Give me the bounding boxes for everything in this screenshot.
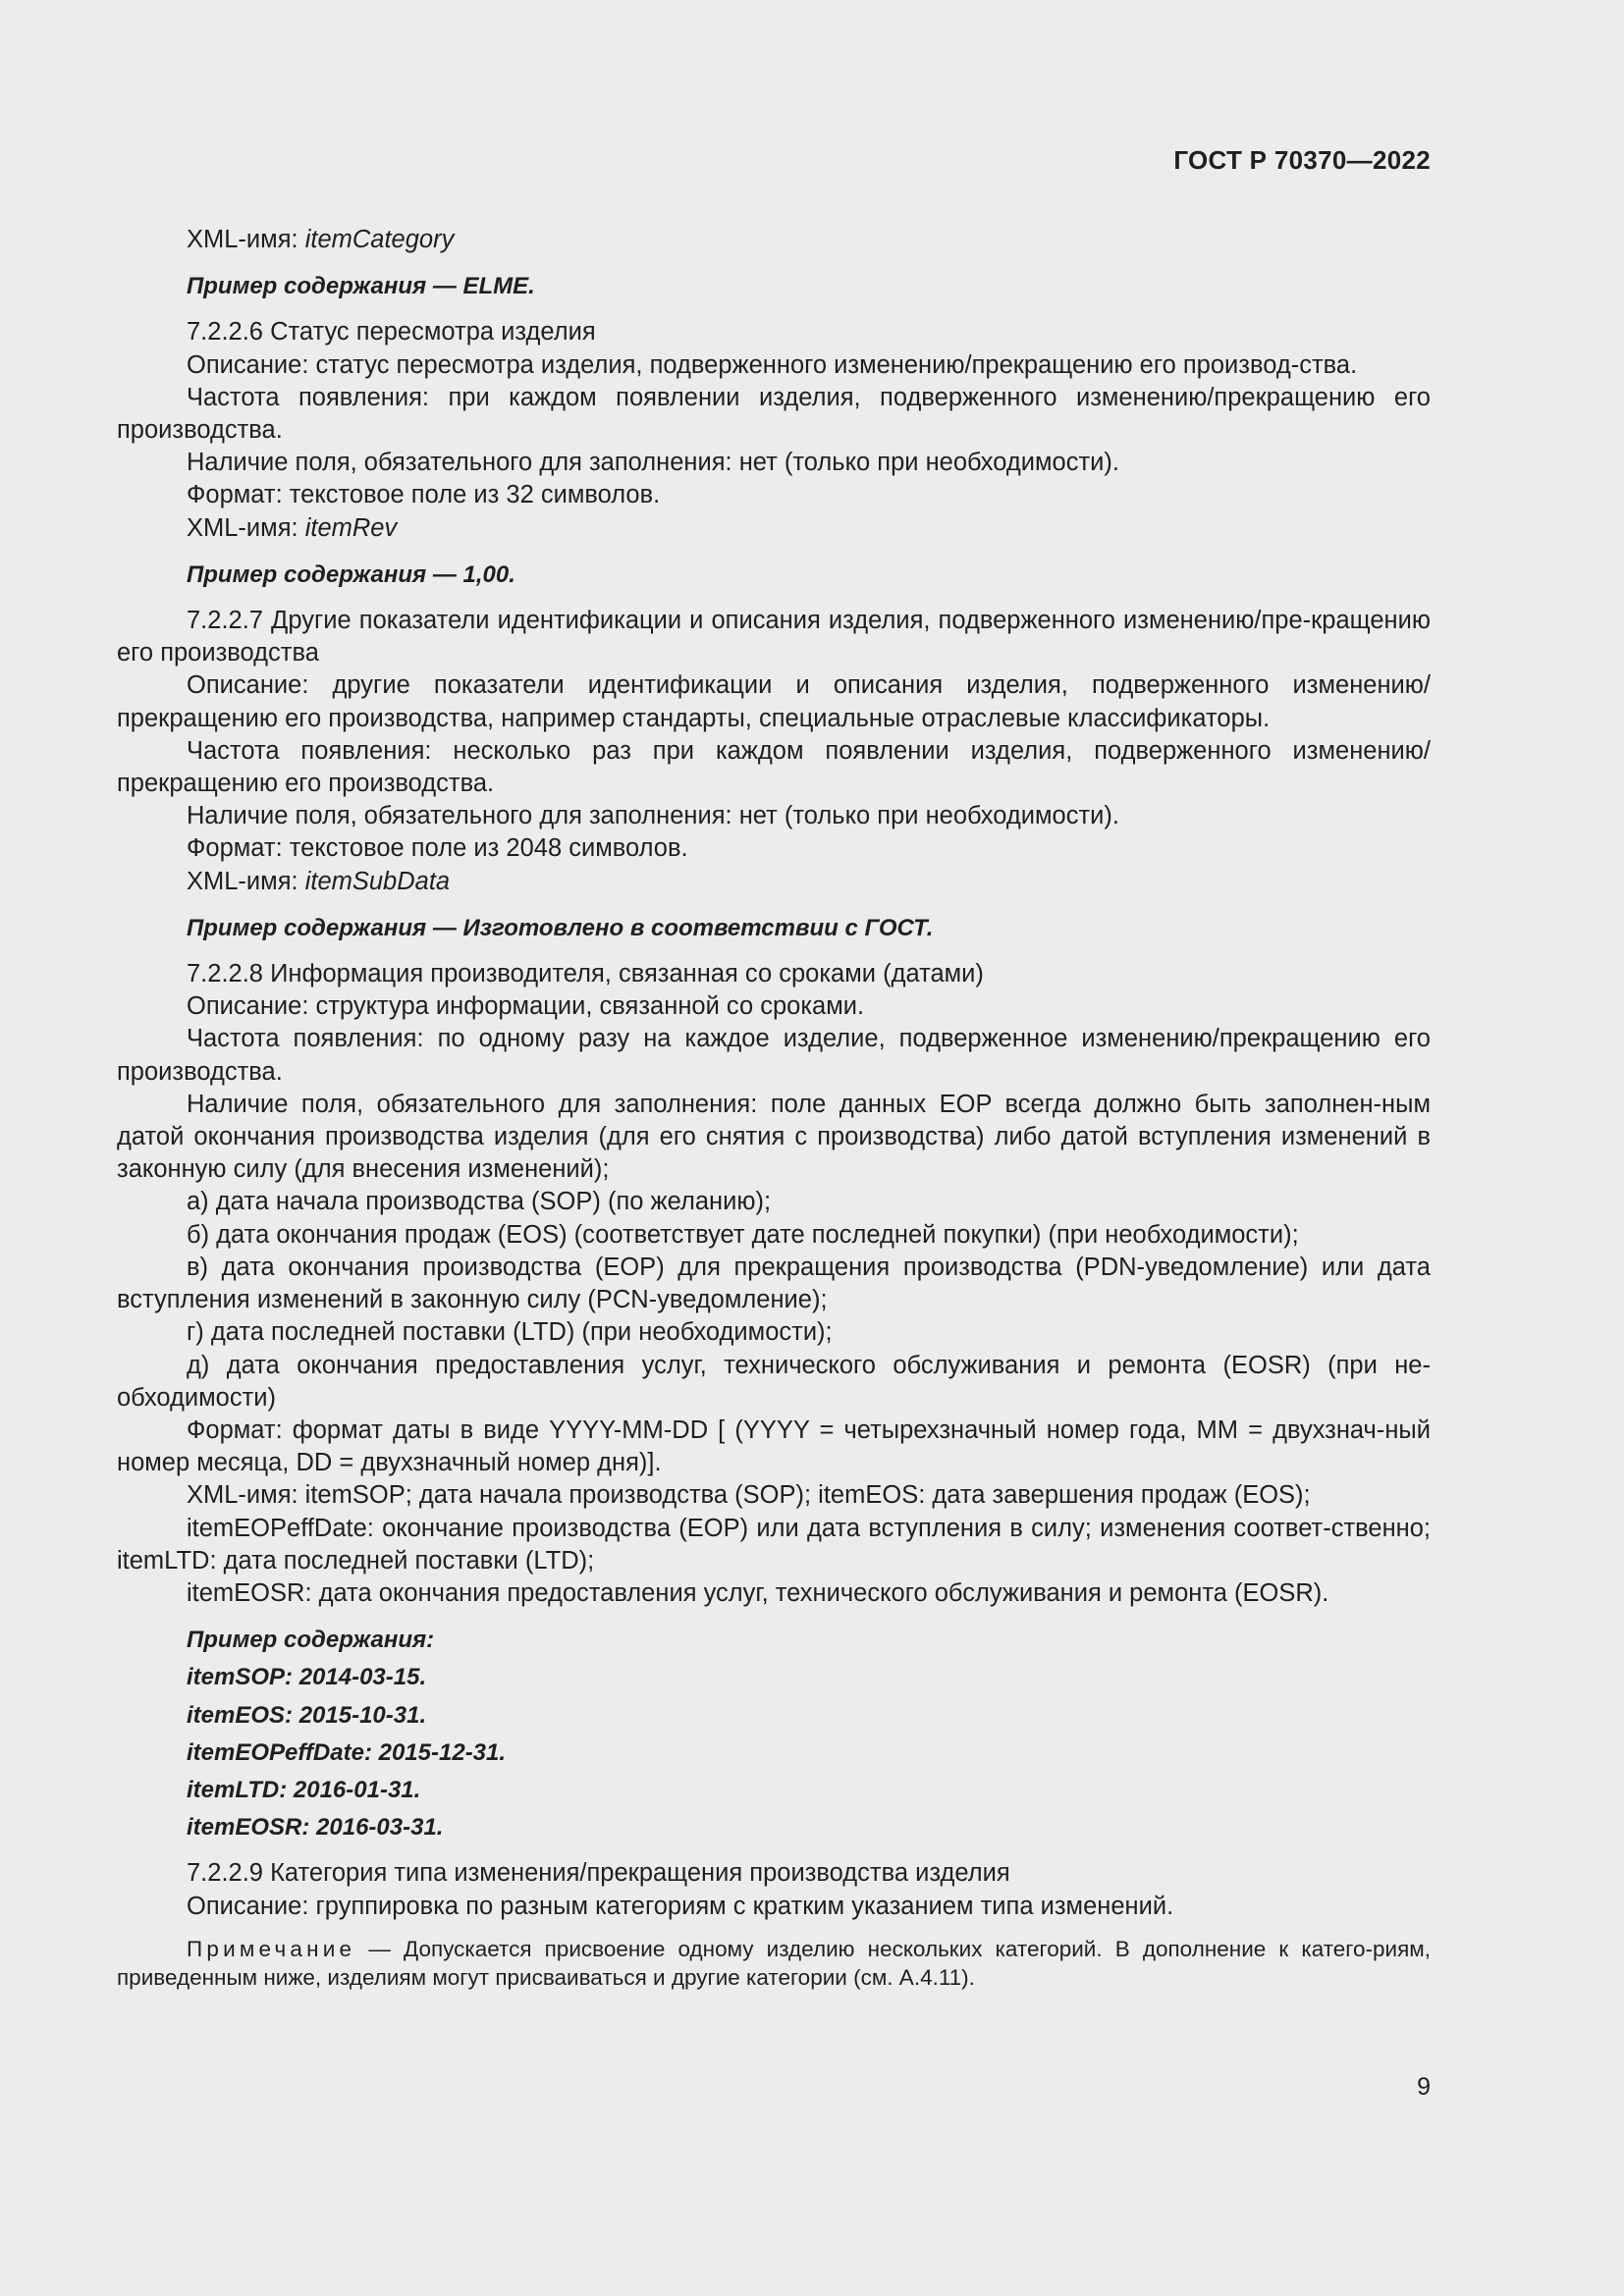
note-label: Примечание <box>187 1936 356 1961</box>
list-item: д) дата окончания предоставления услуг, технического обслуживания и ремонта (EOSR) (при не-обходимости) <box>117 1351 1431 1412</box>
paragraph: Описание: статус пересмотра изделия, подверженного изменению/прекращению его производ-ства. <box>187 350 1358 379</box>
section-heading: 7.2.2.7 Другие показатели идентификации и описания изделия, подверженного изменению/пре-кращению его производства <box>117 607 1431 667</box>
example-item: itemEOS: 2015-10-31. <box>187 1701 427 1729</box>
note-text: — Допускается присвоение одному изделию нескольких категорий. В дополнение к катего-риям, приведенным ниже, изделиям могут присваиваться и другие категории (см. А.4.11). <box>117 1936 1431 1990</box>
page-number: 9 <box>1417 2073 1431 2101</box>
example-list <box>117 1624 1431 1843</box>
paragraph: Описание: структура информации, связанной со сроками. <box>187 992 865 1021</box>
xml-name-value: itemRev <box>304 513 398 542</box>
paragraph: Наличие поля, обязательного для заполнения: нет (только при необходимости). <box>187 802 1119 830</box>
note <box>117 1935 1431 1992</box>
paragraph: Частота появления: при каждом появлении изделия, подверженного изменению/прекращению его производства. <box>117 383 1431 445</box>
example-item: itemEOSR: 2016-03-31. <box>187 1814 444 1842</box>
xml-name-label: XML-имя: <box>187 513 305 542</box>
paragraph: Формат: формат даты в виде YYYY-MM-DD [ (YYYY = четырехзначный номер года, MM = двухзнач-ный номер месяца, DD = двухзначный номер дня)]. <box>117 1415 1431 1477</box>
list-item: в) дата окончания производства (EOP) для прекращения производства (PDN-уведомление) или дата вступления изменений в законную силу (PCN-уведомление); <box>117 1253 1431 1314</box>
paragraph <box>117 866 1431 898</box>
section-heading: 7.2.2.9 Категория типа изменения/прекращения производства изделия <box>187 1859 1010 1888</box>
example-heading: Пример содержания: <box>187 1627 435 1654</box>
list-item: г) дата последней поставки (LTD) (при необходимости); <box>187 1318 833 1347</box>
document-body <box>117 224 1431 1992</box>
paragraph: Описание: другие показатели идентификации и описания изделия, подверженного изменению/ прекращению его производства, например стандарты, специальные отраслевые классификаторы. <box>117 671 1431 732</box>
paragraph: itemEOSR: дата окончания предоставления услуг, технического обслуживания и ремонта (EOSR). <box>187 1578 1329 1607</box>
paragraph: Наличие поля, обязательного для заполнения: поле данных EOP всегда должно быть заполнен-ным датой окончания производства изделия (для его снятия с производства) либо датой вступления изменений в законную силу (для внесения изменений); <box>117 1090 1431 1184</box>
list-item: б) дата окончания продаж (EOS) (соответствует дате последней покупки) (при необходимости); <box>187 1220 1299 1249</box>
paragraph: Описание: группировка по разным категориям с кратким указанием типа изменений. <box>187 1892 1174 1920</box>
xml-name-value: itemSubData <box>304 867 451 895</box>
example-item: itemSOP: 2014-03-15. <box>187 1664 427 1691</box>
paragraph: Формат: текстовое поле из 2048 символов. <box>187 834 688 863</box>
paragraph: XML-имя: itemSOP; дата начала производства (SOP); itemEOS: дата завершения продаж (EOS); <box>187 1481 1311 1510</box>
paragraph: Частота появления: несколько раз при каждом появлении изделия, подверженного изменению/ прекращению его производства. <box>117 736 1431 798</box>
example-content: Пример содержания — Изготовлено в соответствии с ГОСТ. <box>187 914 934 941</box>
paragraph: Частота появления: по одному разу на каждое изделие, подверженное изменению/прекращению его производства. <box>117 1025 1431 1086</box>
example-content: Пример содержания — 1,00. <box>187 561 515 588</box>
example-item: itemLTD: 2016-01-31. <box>187 1776 421 1803</box>
list-item: а) дата начала производства (SOP) (по желанию); <box>187 1188 772 1216</box>
xml-name-value: itemCategory <box>304 226 455 253</box>
xml-name-label: XML-имя: <box>187 226 305 253</box>
paragraph: Наличие поля, обязательного для заполнения: нет (только при необходимости). <box>187 449 1119 477</box>
section-heading: 7.2.2.6 Статус пересмотра изделия <box>187 318 596 347</box>
document-id-header: ГОСТ Р 70370—2022 <box>1173 145 1431 175</box>
paragraph: Формат: текстовое поле из 32 символов. <box>187 481 661 509</box>
section-heading: 7.2.2.8 Информация производителя, связанная со сроками (датами) <box>187 960 984 988</box>
paragraph: itemEOPeffDate: окончание производства (EOP) или дата вступления в силу; изменения соответ-ственно; itemLTD: дата последней поставки (LTD); <box>117 1514 1431 1575</box>
xml-name-label: XML-имя: <box>187 867 305 895</box>
example-item: itemEOPeffDate: 2015-12-31. <box>187 1738 507 1766</box>
paragraph <box>117 224 1431 256</box>
example-content: Пример содержания — ELME. <box>187 273 535 300</box>
paragraph <box>117 512 1431 545</box>
